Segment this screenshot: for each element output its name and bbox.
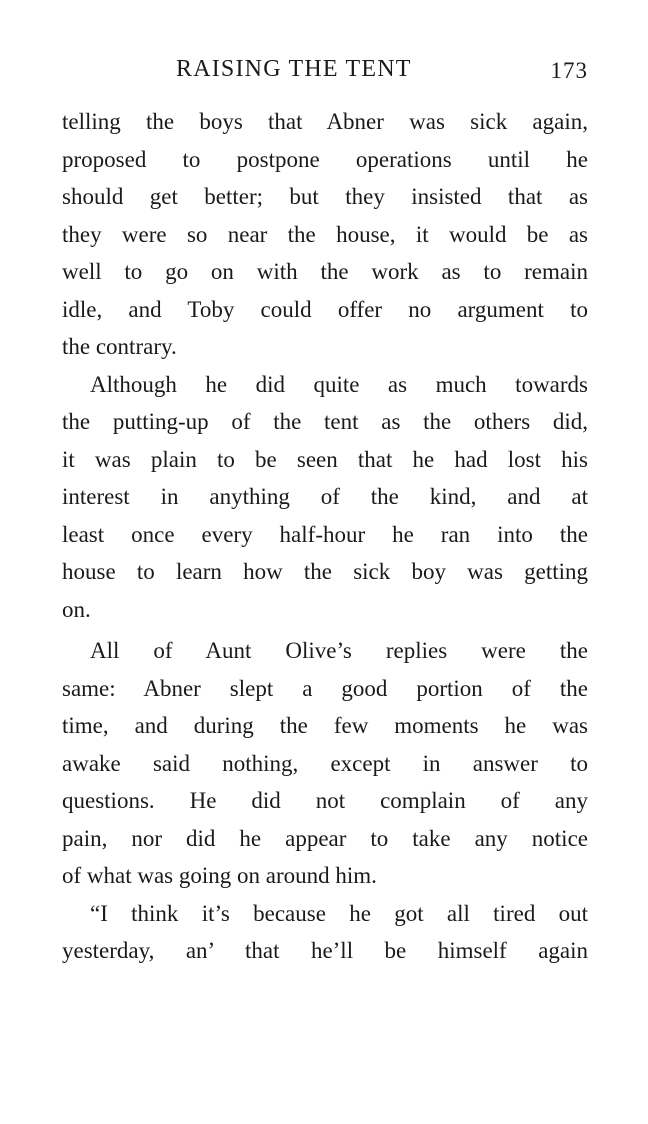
text-line: least once every half-hour he ran into the — [62, 521, 588, 547]
text-line: yesterday, an’ that he’ll be himself again — [62, 938, 588, 963]
text-line: proposed to postpone operations until he — [62, 146, 588, 172]
text-line: of what was going on around him. — [62, 863, 377, 888]
text-line: the contrary. — [62, 334, 177, 359]
text-line: pain, nor did he appear to take any notice — [62, 825, 588, 851]
text-line: All of Aunt Olive’s replies were the — [90, 638, 588, 663]
text-line: on. — [62, 596, 91, 622]
text-line: well to go on with the work as to remain — [62, 259, 588, 284]
text-line: idle, and Toby could offer no argument to — [62, 296, 588, 322]
running-title: RAISING THE TENT — [176, 56, 412, 82]
text-line: interest in anything of the kind, and at — [62, 484, 588, 509]
body-text — [62, 103, 588, 970]
text-line: Although he did quite as much towards — [90, 371, 588, 397]
text-line: they were so near the house, it would be as — [62, 221, 588, 247]
text-line: “I think it’s because he got all tired out — [90, 900, 588, 926]
text-line: should get better; but they insisted that as — [62, 184, 588, 209]
text-line: it was plain to be seen that he had lost his — [62, 446, 588, 472]
running-head — [62, 56, 588, 90]
text-line: house to learn how the sick boy was getting — [62, 559, 588, 584]
text-line: same: Abner slept a good portion of the — [62, 675, 588, 701]
text-line: the putting-up of the tent as the others did, — [62, 409, 588, 434]
page-number: 173 — [550, 58, 588, 83]
text-line: awake said nothing, except in answer to — [62, 750, 588, 776]
text-line: questions. He did not complain of any — [62, 788, 588, 813]
text-line: time, and during the few moments he was — [62, 713, 588, 738]
text-line: telling the boys that Abner was sick again, — [62, 109, 588, 134]
